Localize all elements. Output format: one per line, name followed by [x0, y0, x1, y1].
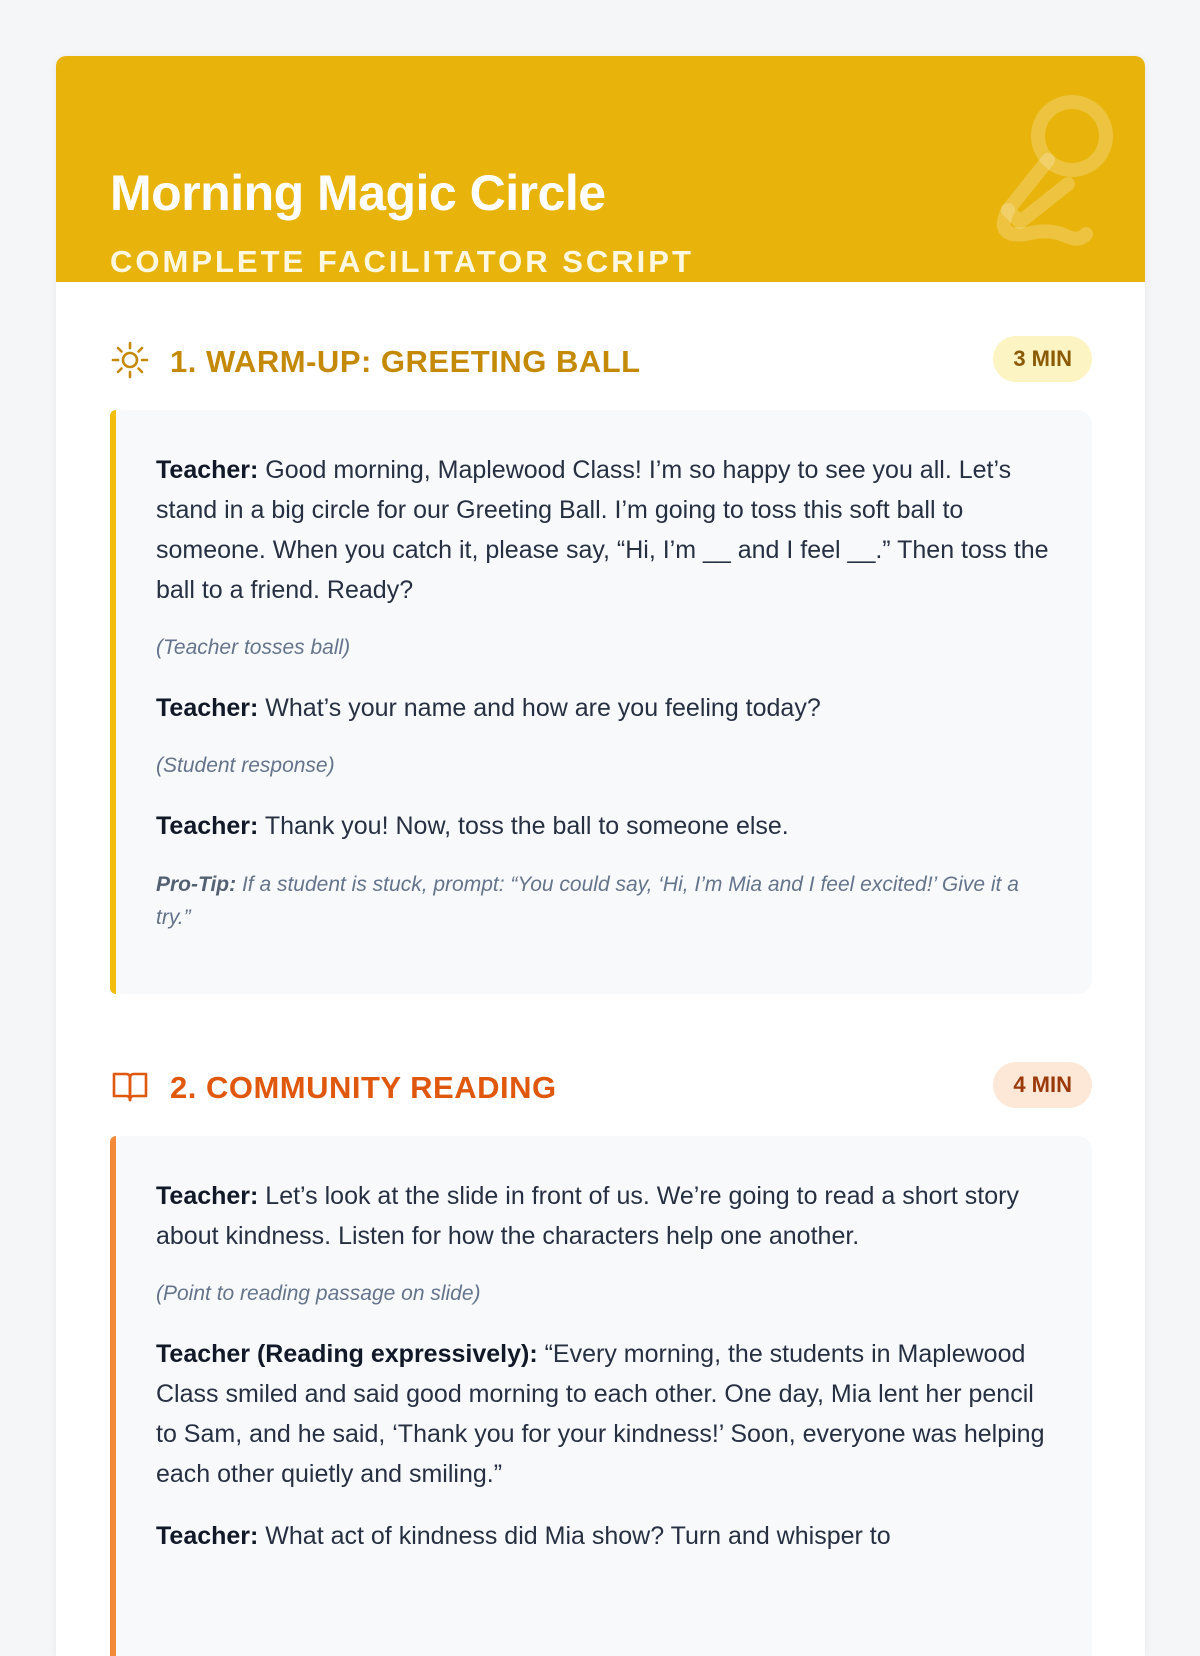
accent-bar: [110, 410, 116, 994]
stage-direction: (Teacher tosses ball): [156, 636, 351, 659]
speaker-label: Teacher:: [156, 1522, 259, 1550]
speaker-label: Teacher:: [156, 456, 259, 484]
section-title: 2. COMMUNITY READING: [170, 1070, 557, 1105]
header-banner: [56, 56, 1145, 282]
script-card: [56, 56, 1145, 1656]
script-line: [156, 1516, 1052, 1556]
accent-bar: [110, 1136, 116, 1656]
stage-direction: (Student response): [156, 754, 335, 777]
script-box: [110, 1136, 1092, 1656]
page-title: Morning Magic Circle: [110, 165, 606, 221]
line-text: Thank you! Now, toss the ball to someone else.: [258, 812, 789, 840]
duration-badge: 3 MIN: [993, 336, 1092, 382]
sun-icon: [110, 340, 150, 380]
pro-tip: [156, 868, 1052, 934]
speaker-label: Teacher:: [156, 1182, 259, 1210]
script-line: [156, 1334, 1052, 1494]
duration-badge: 4 MIN: [993, 1062, 1092, 1108]
book-icon: [110, 1066, 150, 1106]
pro-tip-text: If a student is stuck, prompt: “You could say, ‘Hi, I’m Mia and I feel excited!’ Give it a try.”: [156, 873, 1019, 929]
speaker-label: Teacher:: [156, 812, 259, 840]
script-line: [156, 806, 1052, 846]
script-line: [156, 688, 1052, 728]
line-text: Good morning, Maplewood Class! I’m so happy to see you all. Let’s stand in a big circle for our Greeting Ball. I’m going to toss this soft ball to someone. When you catch it, please say, “Hi, I’m __ and I feel __.” Then toss the ball to a friend. Ready?: [156, 456, 1049, 604]
script-line: [156, 1176, 1052, 1256]
speaker-label: Teacher (Reading expressively):: [156, 1340, 538, 1368]
section-community-reading: [110, 1062, 1092, 1550]
line-text: “Every morning, the students in Maplewood Class smiled and said good morning to each other. One day, Mia lent her pencil to Sam, and he said, ‘Thank you for your kindness!’ Soon, everyone was helping each other quietly and smiling.”: [156, 1340, 1045, 1488]
section-title: 1. WARM-UP: GREETING BALL: [170, 344, 641, 379]
section-warm-up: [110, 336, 1092, 929]
script-line: [156, 450, 1052, 610]
pro-tip-label: Pro-Tip:: [156, 873, 237, 896]
page-subtitle: COMPLETE FACILITATOR SCRIPT: [110, 244, 694, 279]
microphone-icon: [986, 88, 1116, 248]
script-box: [110, 410, 1092, 994]
line-text: What act of kindness did Mia show? Turn and whisper to: [258, 1522, 891, 1550]
speaker-label: Teacher:: [156, 694, 259, 722]
section-header: [110, 1062, 1092, 1110]
line-text: Let’s look at the slide in front of us. We’re going to read a short story about kindness. Listen for how the characters help one another.: [156, 1182, 1019, 1250]
stage-direction: (Point to reading passage on slide): [156, 1282, 481, 1305]
line-text: What’s your name and how are you feeling today?: [258, 694, 821, 722]
section-header: [110, 336, 1092, 384]
